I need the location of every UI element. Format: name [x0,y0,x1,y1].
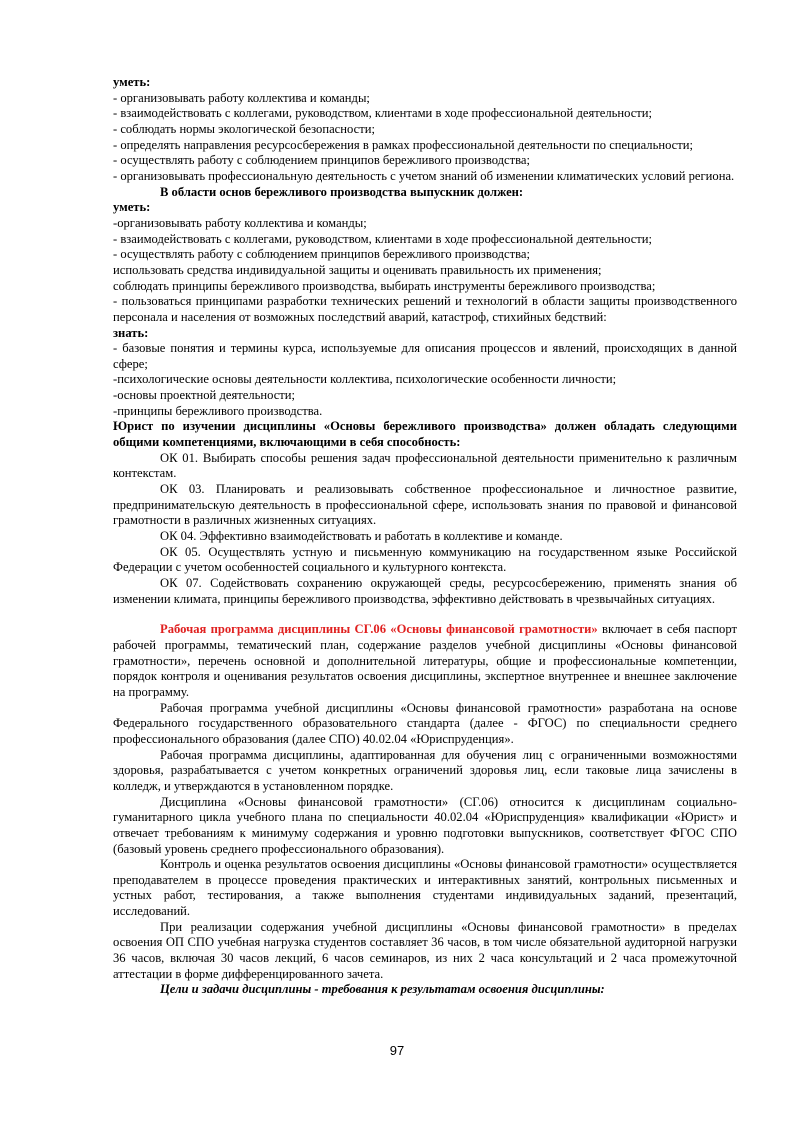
text-line: -принципы бережливого производства. [113,403,323,418]
page-body [113,75,737,998]
program-description-section [113,701,737,998]
text-line: уметь: [113,200,151,215]
text-line: Контроль и оценка результатов освоения дисциплины «Основы финансовой грамотности» осуществляется преподавателем в процессе проведения практических и интерактивных занятий, контрольных письменных и устных работ, тестирования, а также выполнения студентами индивидуальных заданий, презентаций, исследований. [113,857,737,919]
competencies-section [113,75,737,607]
program-title: Рабочая программа дисциплины СГ.06 «Основы финансовой грамотности» [160,622,598,637]
text-line: - базовые понятия и термины курса, используемые для описания процессов и явлений, происходящих в данной сфере; [113,341,737,371]
text-line: Рабочая программа учебной дисциплины «Основы финансовой грамотности» разработана на основе Федерального государственного образовательного стандарта (далее - ФГОС) по специальности среднего профессионального образования (далее СПО) 40.02.04 «Юриспруденция». [113,700,737,746]
text-line: - взаимодействовать с коллегами, руководством, клиентами в ходе профессиональной деятельности; [113,231,653,246]
text-line: -организовывать работу коллектива и команды; [113,215,367,230]
text-line: - соблюдать нормы экологической безопасности; [113,121,375,136]
page-number: 97 [389,1043,405,1058]
text-line: - осуществлять работу с соблюдением принципов бережливого производства; [113,153,531,168]
text-line: - определять направления ресурсосбережения в рамках профессиональной деятельности по специальности; [113,137,694,152]
text-line: Дисциплина «Основы финансовой грамотности» (СГ.06) относится к дисциплинам социально-гуманитарного цикла учебного плана по специальности 40.02.04 «Юриспруденция» квалификации «Юрист» и отвечает требованиям к минимуму содержания и уровню подготовки выпускников, соответствует ФГОС СПО (базовый уровень среднего профессионального образования). [113,794,737,856]
text-line: - организовывать работу коллектива и команды; [113,90,370,105]
text-line: -основы проектной деятельности; [113,388,296,403]
section-gap [113,607,737,622]
text-line: -психологические основы деятельности коллектива, психологические особенности личности; [113,372,617,387]
text-line: знать: [113,325,149,340]
text-line: ОК 01. Выбирать способы решения задач профессиональной деятельности применительно к различным контекстам. [113,450,737,481]
text-line: Юрист по изучении дисциплины «Основы бережливого производства» должен обладать следующими общими компетенциями, включающими в себя способность: [113,419,737,450]
text-line: уметь: [113,75,151,89]
text-line: ОК 04. Эффективно взаимодействовать и работать в коллективе и команде. [160,529,563,544]
text-line: - пользоваться принципами разработки технических решений и технологий в области защиты производственного персонала и населения от возможных последствий аварий, катастроф, стихийных бедствий: [113,294,737,324]
program-intro-paragraph [113,622,737,700]
text-line: При реализации содержания учебной дисциплины «Основы финансовой грамотности» в пределах освоения ОП СПО учебная нагрузка студентов составляет 36 часов, в том числе обязательной аудиторной нагрузки 36 часов, включая 30 часов лекций, 6 часов семинаров, из них 2 часа консультаций и 2 часа промежуточной аттестации в форме дифференцированного зачета. [113,919,737,981]
text-line: соблюдать принципы бережливого производства, выбирать инструменты бережливого производства; [113,278,656,293]
text-line: Цели и задачи дисциплины - требования к результатам освоения дисциплины: [160,982,605,997]
text-line: ОК 03. Планировать и реализовывать собственное профессиональное и личностное развитие, предпринимательскую деятельность в профессиональной сфере, использовать знания по правовой и финансовой грамотности в различных жизненных ситуациях. [113,482,737,528]
text-line: - осуществлять работу с соблюдением принципов бережливого производства; [113,247,531,262]
text-line: ОК 07. Содействовать сохранению окружающей среды, ресурсосбережению, применять знания об изменении климата, принципы бережливого производства, эффективно действовать в чрезвычайных ситуациях. [113,576,737,606]
program-intro-text: включает в себя паспорт рабочей программы, тематический план, содержание разделов учебной дисциплины «Основы финансовой грамотности», перечень основной и дополнительной литературы, общие и профессиональные компетенции, порядок контроля и оценивания результатов освоения дисциплины, экспертное внутреннее и внешнее заключение на программу. [113,622,737,699]
text-line: В области основ бережливого производства выпускник должен: [160,184,524,199]
text-line: - взаимодействовать с коллегами, руководством, клиентами в ходе профессиональной деятельности; [113,106,653,121]
text-line: Рабочая программа дисциплины, адаптированная для обучения лиц с ограниченными возможностями здоровья, разрабатывается с учетом конкретных ограничений здоровья лиц, если таковые лица зачислены в колледж, и утверждаются в установленном порядке. [113,747,737,793]
text-line: ОК 05. Осуществлять устную и письменную коммуникацию на государственном языке Российской Федерации с учетом особенностей социального и культурного контекста. [113,544,737,575]
text-line: - организовывать профессиональную деятельность с учетом знаний об изменении климатических условий региона. [113,168,735,183]
text-line: использовать средства индивидуальной защиты и оценивать правильность их применения; [113,262,602,277]
